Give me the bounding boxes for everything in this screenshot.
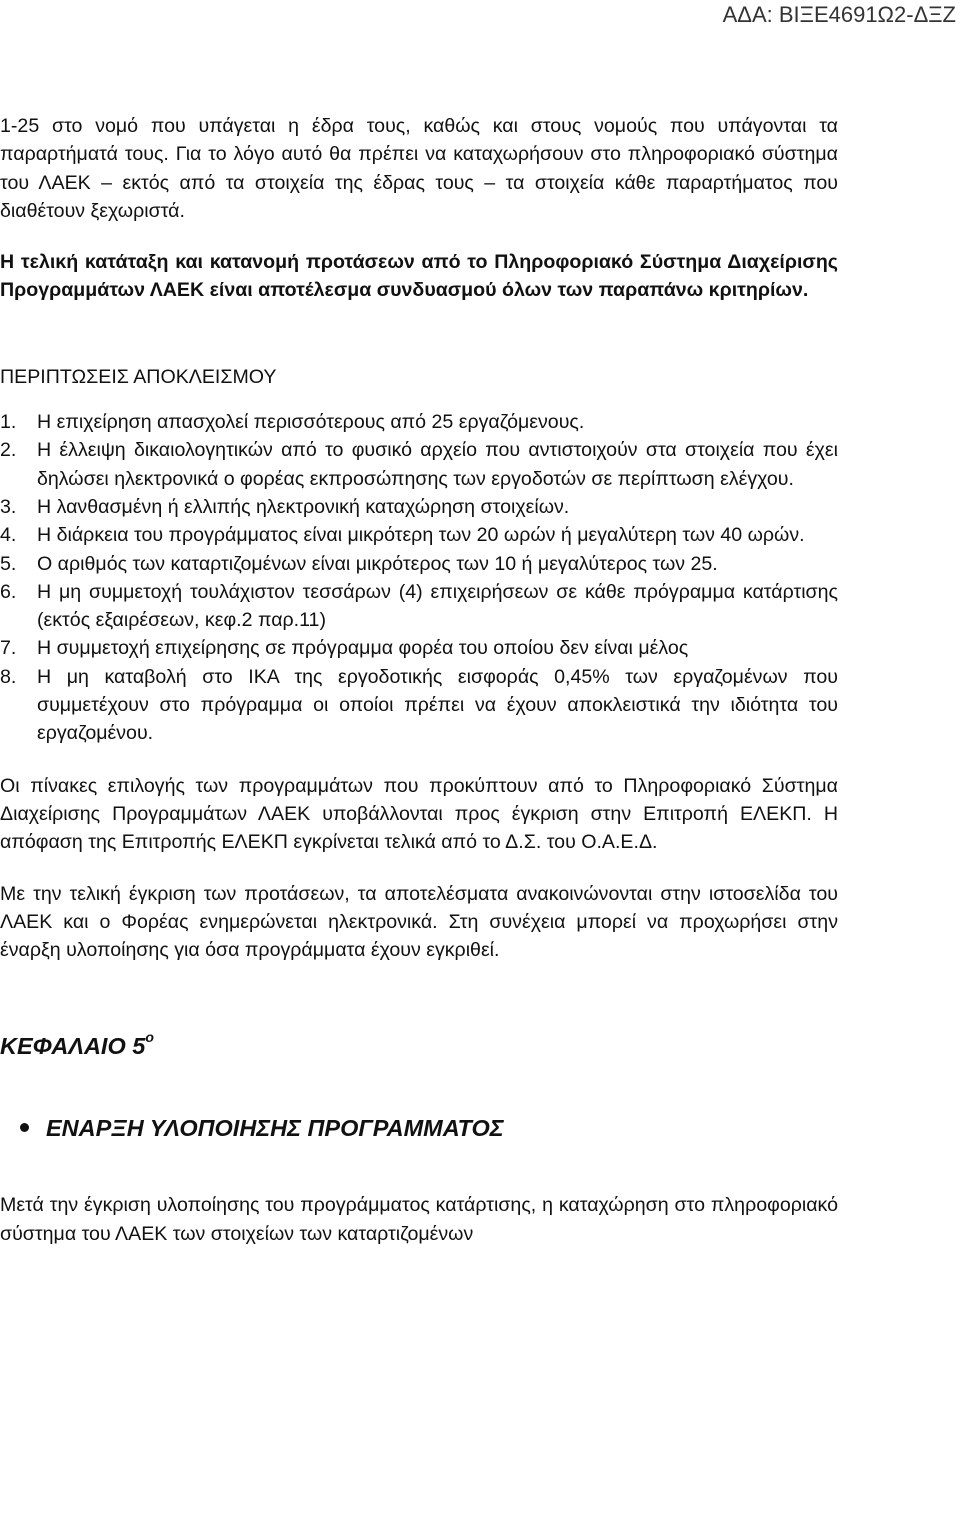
section-heading: [0, 1113, 838, 1143]
chapter-title: ΚΕΦΑΛΑΙΟ 5: [0, 1033, 146, 1060]
item-text: Ο αριθμός των καταρτιζομένων είναι μικρότερος των 10 ή μεγαλύτερος των 25.: [37, 552, 718, 575]
tables-paragraph: Οι πίνακες επιλογής των προγραμμάτων που προκύπτουν από το Πληροφοριακό Σύστημα Διαχείρισης Προγραμμάτων ΛΑΕΚ υποβάλλονται προς έγκριση στην Επιτροπή ΕΛΕΚΠ. Η απόφαση της Επιτροπής ΕΛΕΚΠ εγκρίνεται τελικά από το Δ.Σ. του Ο.Α.Ε.Δ.: [0, 774, 838, 854]
item-text: Η μη καταβολή στο ΙΚΑ της εργοδοτικής εισφοράς 0,45% των εργαζομένων που συμμετέχουν στο πρόγραμμα οι οποίοι πρέπει να έχουν αποκλειστικά την ιδιότητα του εργαζομένου.: [37, 665, 838, 745]
exclusion-item: [0, 521, 838, 549]
exclusions-list: [0, 408, 838, 748]
item-number: 5.: [0, 552, 17, 575]
exclusion-item: [0, 634, 838, 662]
item-number: 3.: [0, 495, 17, 518]
item-text: Η έλλειψη δικαιολογητικών από το φυσικό αρχείο που αντιστοιχούν στα στοιχεία που έχει δηλώσει ηλεκτρονικά ο φορέας εκπροσώπησης των εργοδοτών σε περίπτωση ελέγχου.: [37, 439, 838, 490]
item-number: 4.: [0, 524, 17, 547]
bullet-icon: [20, 1123, 29, 1132]
exclusion-item: [0, 663, 838, 748]
section-title: ΕΝΑΡΞΗ ΥΛΟΠΟΙΗΣΗΣ ΠΡΟΓΡΑΜΜΑΤΟΣ: [46, 1115, 504, 1142]
after-approval-paragraph: Μετά την έγκριση υλοποίησης του προγράμματος κατάρτισης, η καταχώρηση στο πληροφοριακό σύστημα του ΛΑΕΚ των στοιχείων των καταρτιζομένων: [0, 1194, 838, 1245]
exclusion-item: [0, 493, 838, 521]
item-text: Η επιχείρηση απασχολεί περισσότερους από 25 εργαζόμενους.: [37, 411, 585, 434]
chapter-superscript: ο: [145, 1029, 154, 1046]
exclusions-title: ΠΕΡΙΠΤΩΣΕΙΣ ΑΠΟΚΛΕΙΣΜΟΥ: [0, 365, 277, 388]
item-text: Η συμμετοχή επιχείρησης σε πρόγραμμα φορέα του οποίου δεν είναι μέλος: [37, 637, 689, 660]
intro-paragraph: 1-25 στο νομό που υπάγεται η έδρα τους, καθώς και στους νομούς που υπάγονται τα παραρτήματά τους. Για το λόγο αυτό θα πρέπει να καταχωρήσουν στο πληροφοριακό σύστημα του ΛΑΕΚ – εκτός από τα στοιχεία της έδρας τους – τα στοιχεία κάθε παραρτήματος που διαθέτουν ξεχωριστά.: [0, 115, 838, 222]
approval-paragraph: Με την τελική έγκριση των προτάσεων, τα αποτελέσματα ανακοινώνονται στην ιστοσελίδα του ΛΑΕΚ και ο Φορέας ενημερώνεται ηλεκτρονικά. Στη συνέχεια μπορεί να προχωρήσει στην έναρξη υλοποίησης για όσα προγράμματα έχουν εγκριθεί.: [0, 882, 838, 962]
item-number: 2.: [0, 439, 17, 462]
exclusion-item: [0, 550, 838, 578]
item-text: Η μη συμμετοχή τουλάχιστον τεσσάρων (4) επιχειρήσεων σε κάθε πρόγραμμα κατάρτισης (εκτός εξαιρέσεων, κεφ.2 παρ.11): [37, 580, 838, 632]
item-text: Η διάρκεια του προγράμματος είναι μικρότερη των 20 ωρών ή μεγαλύτερη των 40 ωρών.: [37, 524, 805, 547]
ada-document-id: ΑΔΑ: ΒΙΞΕ4691Ω2-ΔΞΖ: [722, 2, 956, 27]
exclusion-item: [0, 578, 838, 635]
document-body: [0, 112, 838, 1271]
exclusion-item: [0, 408, 838, 436]
ranking-paragraph: Η τελική κατάταξη και κατανομή προτάσεων από το Πληροφοριακό Σύστημα Διαχείρισης Προγραμμάτων ΛΑΕΚ είναι αποτέλεσμα συνδυασμού όλων των παραπάνω κριτηρίων.: [0, 251, 838, 302]
item-number: 6.: [0, 580, 17, 603]
item-number: 8.: [0, 665, 17, 688]
item-text: Η λανθασμένη ή ελλιπής ηλεκτρονική καταχώρηση στοιχείων.: [37, 495, 570, 518]
item-number: 1.: [0, 411, 17, 434]
exclusion-item: [0, 436, 838, 493]
chapter-heading: [0, 1022, 838, 1061]
item-number: 7.: [0, 637, 17, 660]
